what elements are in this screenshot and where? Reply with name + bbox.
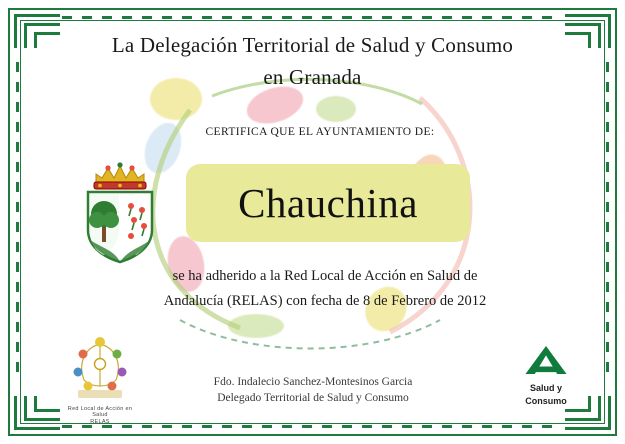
relas-caption-1: Red Local de Acción en Salud	[67, 406, 133, 418]
municipality-name: Chauchina	[238, 180, 418, 226]
certificate-title-line-1: La Delegación Territorial de Salud y Consumo	[111, 33, 514, 57]
relas-caption-2: RELAS	[90, 419, 110, 425]
andalucia-a-icon	[518, 344, 574, 376]
signature-name: Fdo. Indalecio Sanchez-Montesinos Garcia	[213, 376, 413, 388]
body-line-1: se ha adherido a la Red Local de Acción en Salud de	[172, 268, 478, 284]
certificate-title-line-2: en Granada	[263, 64, 362, 89]
relas-logo	[64, 334, 136, 425]
signature-role: Delegado Territorial de Salud y Consumo	[217, 392, 409, 404]
junta-de-andalucia-logo	[503, 344, 589, 408]
body-line-2: Andalucía (RELAS) con fecha de 8 de Febrero de 2012	[163, 293, 487, 309]
crown-icon	[94, 162, 146, 189]
certificate-title	[60, 30, 565, 93]
junta-caption-1: Salud y	[529, 383, 562, 393]
chauchina-coat-of-arms	[74, 152, 166, 267]
municipality-name-box	[186, 164, 470, 242]
certifies-label: CERTIFICA QUE EL AYUNTAMIENTO DE:	[205, 126, 435, 138]
junta-caption-2: Consumo	[525, 396, 567, 407]
